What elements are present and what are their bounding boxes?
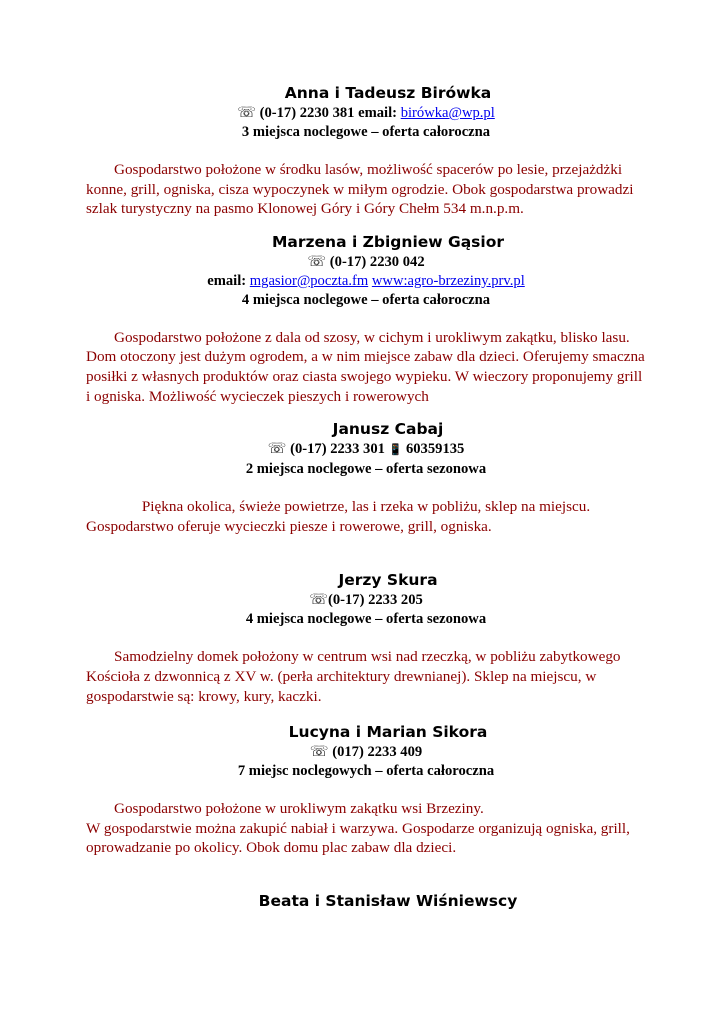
description-line: Gospodarstwo oferuje wycieczki piesze i rowerowe, grill, ogniska. <box>86 517 492 535</box>
listing-description: Samodzielny domek położony w centrum wsi nad rzeczką, w pobliżu zabytkowego Kościoła z dzwonnicą z XV w. (perła architektury drewnianej). Sklep na miejscu, w gospodarstwie są: krowy, kury, kaczki. <box>86 648 621 705</box>
email-label: email: <box>207 272 247 289</box>
phone-icon: ☏ <box>237 105 256 121</box>
phone-number: (0-17) 2230 381 <box>259 105 355 121</box>
listing-name: Lucyna i Marian Sikora <box>288 723 488 742</box>
description-line: Gospodarstwo położone w urokliwym zakątku wsi Brzeziny. <box>114 800 484 818</box>
phone-line <box>86 743 646 762</box>
listing-name: Jerzy Skura <box>338 571 438 590</box>
listing-name: Beata i Stanisław Wiśniewscy <box>258 891 518 910</box>
listing-description <box>86 497 646 536</box>
listing-name: Janusz Cabaj <box>332 420 444 439</box>
capacity-line: 4 miejsca noclegowe – oferta sezonowa <box>245 611 487 628</box>
listing-description: Gospodarstwo położone w środku lasów, możliwość spacerów po lesie, przejażdżki konne, grill, ogniska, cisza wypoczynek w miłym ogrodzie. Obok gospodarstwa prowadzi szlak turystyczny na pasmo Klonowej Góry i Góry Chełm 534 m.n.p.m. <box>86 161 634 218</box>
capacity-line: 7 miejsc noclegowych – oferta całoroczna <box>237 763 495 780</box>
phone-number: (017) 2233 409 <box>332 744 423 761</box>
description-line: Piękna okolica, świeże powietrze, las i rzeka w pobliżu, sklep na miejscu. <box>141 498 591 516</box>
capacity-line: 2 miejsca noclegowe – oferta sezonowa <box>245 461 487 478</box>
email-link[interactable]: birówka@wp.pl <box>400 105 495 121</box>
capacity-line: 4 miejsca noclegowe – oferta całoroczna <box>241 291 491 308</box>
listing-janusz-cabaj <box>86 418 646 536</box>
contact-line <box>86 104 646 123</box>
phone-number: (0-17) 2233 301 <box>290 441 385 458</box>
phone-icon: ☏ <box>309 744 329 761</box>
phone-number: (0-17) 2230 042 <box>329 253 425 270</box>
listing-marzena-zbigniew-gasior <box>86 231 646 406</box>
phone-number: (0-17) 2233 205 <box>327 592 423 609</box>
listing-name: Anna i Tadeusz Birówka <box>284 84 492 102</box>
phone-icon: ☏ <box>309 592 328 609</box>
listing-description: Gospodarstwo położone z dala od szosy, w cichym i urokliwym zakątku, blisko lasu. Dom otoczony jest dużym ogrodem, a w nim miejsce zabaw dla dzieci. Oferujemy smaczna posiłki z własnych produktów oraz ciasta swojego wypieku. W wieczory proponujemy grill i ogniska. Możliwość wycieczek pieszych i rowerowych <box>86 328 645 405</box>
listing-lucyna-marian-sikora <box>86 721 646 858</box>
listing-description <box>86 799 646 858</box>
listing-anna-tadeusz-birowka <box>86 82 646 219</box>
mobile-number: 60359135 <box>405 441 465 458</box>
website-link[interactable]: www:agro-brzeziny.prv.pl <box>371 272 525 289</box>
listing-jerzy-skura <box>86 569 646 706</box>
phone-icon: ☏ <box>267 441 287 458</box>
phone-line <box>86 253 646 272</box>
phone-icon: ☏ <box>307 253 327 270</box>
listing-beata-stanislaw-wisniewscy <box>86 890 646 912</box>
description-line: W gospodarstwie można zakupić nabiał i warzywa. Gospodarze organizują ogniska, grill, oprowadzanie po okolicy. Obok domu plac zabaw dla dzieci. <box>86 819 630 857</box>
listing-name: Marzena i Zbigniew Gąsior <box>272 232 504 251</box>
document-page <box>86 82 646 912</box>
email-label: email: <box>358 105 398 121</box>
mobile-phone-icon: 📱 <box>388 444 403 457</box>
phone-line <box>86 591 646 610</box>
email-link[interactable]: mgasior@poczta.fm <box>249 272 369 289</box>
capacity-line: 3 miejsca noclegowe – oferta całoroczna <box>241 124 491 140</box>
contact-line <box>86 440 646 460</box>
email-line <box>86 272 646 291</box>
